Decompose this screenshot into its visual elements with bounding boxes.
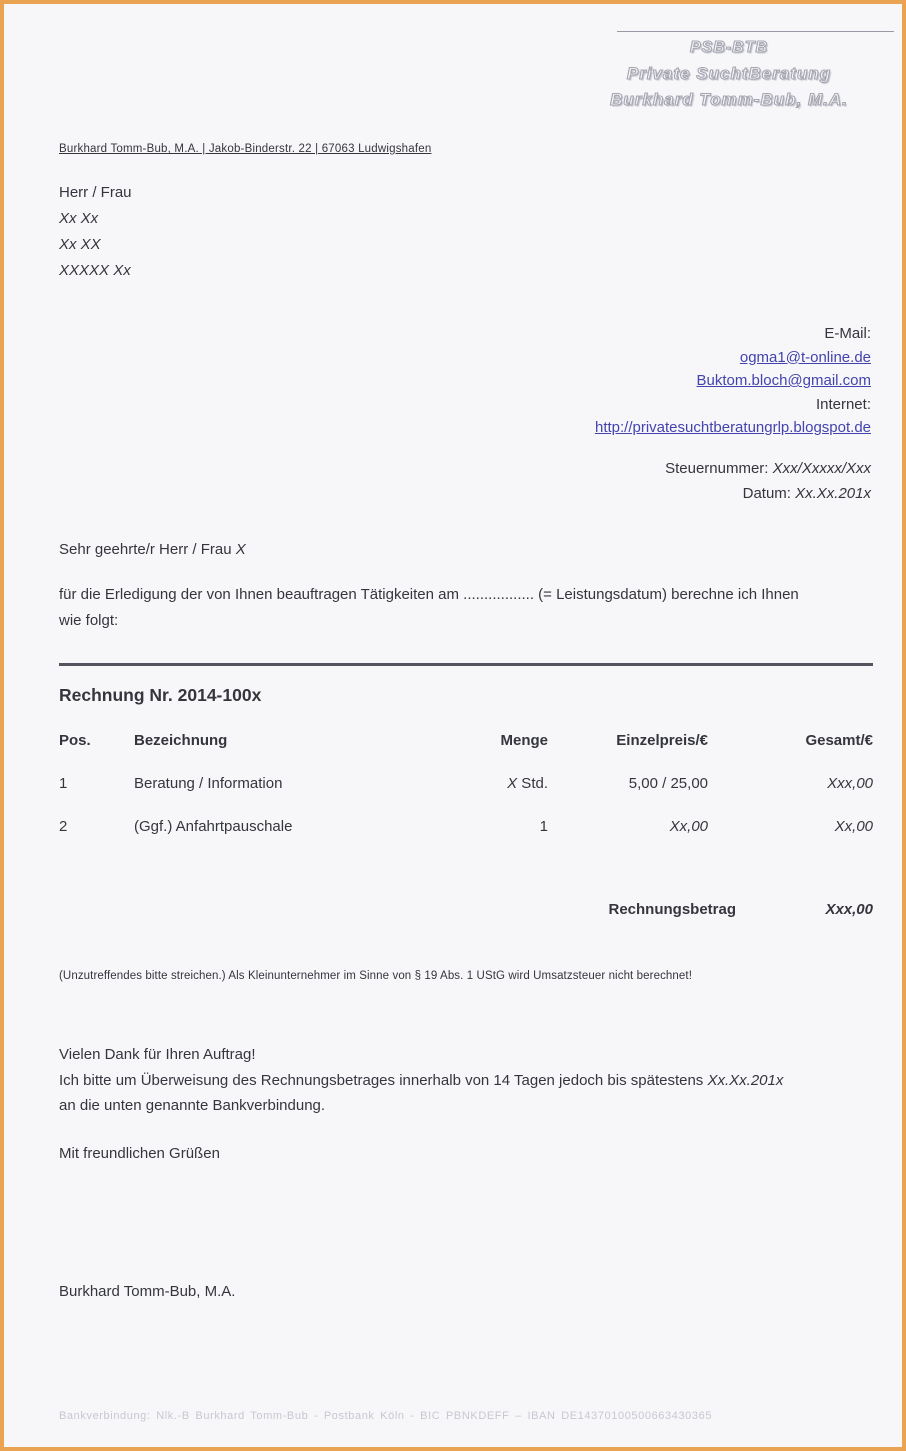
cell-pos: 1 — [59, 775, 68, 792]
letter-intro-paragraph — [59, 582, 871, 634]
cell-pos: 2 — [59, 818, 68, 835]
date-value: Xx.Xx.201x — [795, 485, 871, 502]
intro-line-2: wie folgt: — [59, 612, 119, 629]
col-header-quantity: Menge — [500, 732, 548, 749]
salutation-name-placeholder: X — [235, 541, 246, 558]
logo-company-name: Private SuchtBeratung — [626, 64, 832, 83]
header-divider — [617, 31, 894, 32]
table-header-row — [59, 731, 873, 751]
regards-line: Mit freundlichen Grüßen — [59, 1145, 220, 1162]
invoice-total-row — [59, 901, 873, 918]
recipient-street-placeholder: Xx XX — [59, 236, 101, 253]
total-label: Rechnungsbetrag — [608, 901, 736, 918]
bank-details-footer: Bankverbindung: Nlk.-B Burkhard Tomm-Bub - Postbank Köln - BIC PBNKDEFF – IBAN DE14370100500663430365 — [59, 1410, 713, 1422]
total-value: Xxx,00 — [825, 901, 873, 918]
sender-address-line: Burkhard Tomm-Bub, M.A. | Jakob-Binderstr. 22 | 67063 Ludwigshafen — [59, 143, 432, 155]
recipient-address-block — [59, 180, 132, 284]
website-link[interactable]: http://privatesuchtberatungrlp.blogspot.de — [594, 419, 871, 436]
signature-name: Burkhard Tomm-Bub, M.A. — [59, 1283, 236, 1300]
contact-block — [595, 322, 871, 440]
invoice-table — [59, 731, 873, 837]
letter-salutation: Sehr geehrte/r Herr / Frau X — [59, 541, 246, 558]
logo-owner-name: Burkhard Tomm-Bub, M.A. — [610, 90, 848, 109]
payment-terms-line: Ich bitte um Überweisung des Rechnungsbetrages innerhalb von 14 Tagen jedoch bis spätestens Xx.Xx.201x — [59, 1071, 784, 1089]
email-link-secondary[interactable]: Buktom.bloch@gmail.com — [696, 372, 871, 389]
company-logo — [564, 35, 894, 113]
cell-quantity: X Std. — [507, 775, 548, 792]
logo-abbreviation: PSB-BTB — [689, 39, 769, 56]
payment-terms-line-2: an die unten genannte Bankverbindung. — [59, 1097, 326, 1114]
col-header-description: Bezeichnung — [134, 732, 228, 749]
small-print-note: (Unzutreffendes bitte streichen.) Als Kleinunternehmer im Sinne von § 19 Abs. 1 UStG wird Umsatzsteuer nicht berechnet! — [59, 970, 692, 982]
thanks-line: Vielen Dank für Ihren Auftrag! — [59, 1046, 256, 1063]
recipient-name-placeholder: Xx Xx — [59, 210, 99, 227]
email-label: E-Mail: — [824, 325, 871, 342]
cell-description: Beratung / Information — [134, 775, 283, 792]
intro-line-1: für die Erledigung der von Ihnen beauftragen Tätigkeiten am ................. (= Leistungsdatum) berechne ich Ihnen — [59, 586, 799, 603]
tax-number-line: Steuernummer: Xxx/Xxxxx/Xxx — [665, 460, 871, 477]
payment-deadline-placeholder: Xx.Xx.201x — [707, 1071, 784, 1089]
section-divider — [59, 663, 873, 666]
tax-and-date-block — [665, 456, 871, 506]
col-header-unit-price: Einzelpreis/€ — [616, 732, 708, 749]
table-row — [59, 817, 873, 837]
cell-unit-price: 5,00 / 25,00 — [628, 775, 708, 792]
cell-quantity: 1 — [539, 818, 548, 835]
cell-unit-price: Xx,00 — [669, 818, 708, 835]
col-header-pos: Pos. — [59, 732, 91, 749]
internet-label: Internet: — [815, 395, 871, 413]
date-line: Datum: Xx.Xx.201x — [742, 485, 871, 502]
cell-total: Xx,00 — [834, 818, 873, 835]
invoice-title: Rechnung Nr. 2014-100x — [59, 685, 262, 705]
recipient-salutation: Herr / Frau — [59, 184, 132, 201]
col-header-total: Gesamt/€ — [805, 732, 873, 749]
recipient-city-placeholder: XXXXX Xx — [59, 262, 131, 279]
closing-paragraph — [59, 1042, 873, 1119]
cell-total: Xxx,00 — [827, 775, 873, 792]
email-link-primary[interactable]: ogma1@t-online.de — [739, 348, 871, 366]
cell-description: (Ggf.) Anfahrtpauschale — [134, 818, 293, 835]
table-row — [59, 774, 873, 794]
tax-number-value: Xxx/Xxxxx/Xxx — [772, 460, 871, 477]
